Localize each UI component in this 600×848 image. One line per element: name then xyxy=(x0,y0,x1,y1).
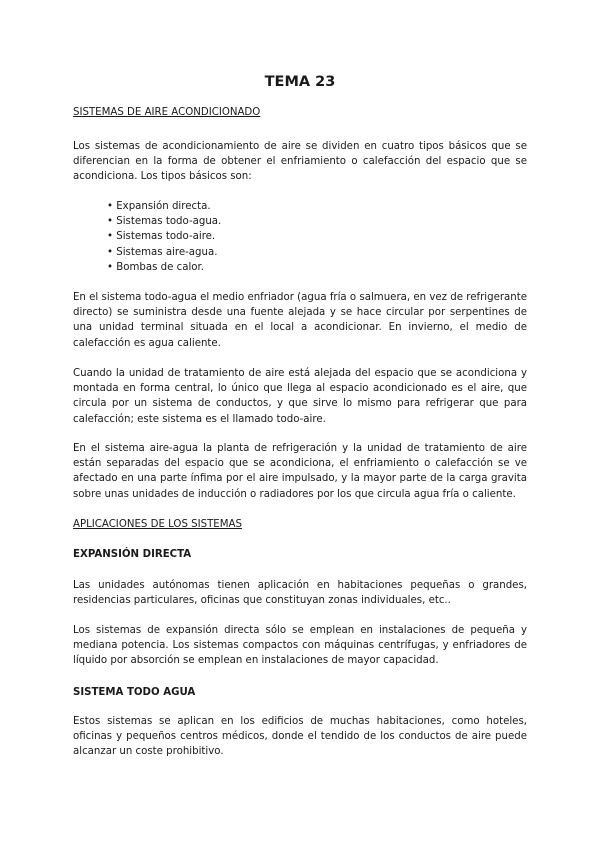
subheading-todo-agua: SISTEMA TODO AGUA xyxy=(73,687,196,698)
page-title: TEMA 23 xyxy=(264,74,336,90)
paragraph-aire-agua: En el sistema aire-agua la planta de refrigeración y la unidad de tratamiento de aire están separadas del espacio que se acondiciona, el enfriamiento o calefacción se ve afectado en una parte ínfima por el aire impulsado, y la mayor parte de la carga gravita sobre unas unidades de inducción o radiadores por los que circula agua fría o caliente. xyxy=(73,443,527,500)
paragraph-todo-agua: En el sistema todo-agua el medio enfriador (agua fría o salmuera, en vez de refrigerante directo) se suministra desde una fuente alejada y se hace circular por serpentines de una unidad terminal situada en el local a acondicionar. En invierno, el medio de calefacción es agua caliente. xyxy=(73,292,527,349)
subheading-expansion-directa: EXPANSIÓN DIRECTA xyxy=(73,549,192,560)
paragraph-expansion-2: Los sistemas de expansión directa sólo se emplean en instalaciones de pequeña y mediana potencia. Los sistemas compactos con máquinas centrífugas, y enfriadores de líquido por absorción se emplean en instalaciones de mayor capacidad. xyxy=(73,625,527,667)
types-list xyxy=(107,199,221,275)
list-item: • Sistemas todo-aire. xyxy=(107,231,216,243)
list-item: • Sistemas todo-agua. xyxy=(107,216,222,228)
paragraph-todo-agua-aplicacion: Estos sistemas se aplican en los edificios de muchas habitaciones, como hoteles, oficinas y pequeños centros médicos, donde el tendido de los conductos de aire puede alcanzar un coste prohibitivo. xyxy=(73,716,527,758)
section-heading-sistemas: SISTEMAS DE AIRE ACONDICIONADO xyxy=(73,107,261,118)
list-item: • Sistemas aire-agua. xyxy=(107,246,218,258)
paragraph-intro: Los sistemas de acondicionamiento de aire se dividen en cuatro tipos básicos que se diferencian en la forma de obtener el enfriamiento o calefacción del espacio que se acondiciona. Los tipos básicos son: xyxy=(73,141,527,183)
list-item: • Bombas de calor. xyxy=(107,261,205,273)
paragraph-expansion-1: Las unidades autónomas tienen aplicación en habitaciones pequeñas o grandes, residencias particulares, oficinas que constituyan zonas individuales, etc.. xyxy=(73,580,527,607)
paragraph-todo-aire: Cuando la unidad de tratamiento de aire está alejada del espacio que se acondiciona y montada en forma central, lo único que llega al espacio acondicionado es el aire, que circula por un sistema de conductos, y que sirve lo mismo para refrigerar que para calefacción; este sistema es el llamado todo-aire. xyxy=(73,368,527,425)
list-item: • Expansión directa. xyxy=(107,201,211,212)
section-heading-aplicaciones: APLICACIONES DE LOS SISTEMAS xyxy=(73,519,242,530)
